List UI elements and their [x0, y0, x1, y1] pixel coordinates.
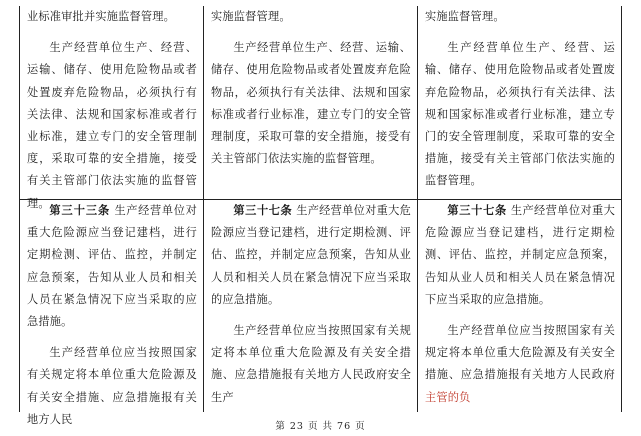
paragraph-text: 生产经营单位应当按照国家有关规定将本单位重大危险源及有关安全措施、应急措施报有关地方人民政府安全生产	[211, 324, 411, 404]
paragraph	[211, 320, 411, 409]
article-paragraph	[27, 200, 197, 333]
article-text: 生产经营单位对重大危险源应当登记建档，进行定期检测、评估、监控，并制定应急预案，告知从业人员和相关人员在紧急情况下应当采取的应急措施。	[425, 204, 615, 306]
table-cell-col2	[204, 6, 418, 199]
table-cell-col2	[204, 200, 418, 412]
continuation-text: 业标准审批并实施监督管理。	[27, 10, 176, 23]
article-text: 生产经营单位对重大危险源应当登记建档，进行定期检测、评估、监控，并制定应急预案，告知从业人员和相关人员在紧急情况下应当采取的应急措施。	[27, 204, 197, 329]
table-row	[20, 200, 621, 426]
article-number: 第三十七条	[447, 204, 507, 217]
continuation-text: 实施监督管理。	[425, 10, 505, 23]
table-cell-col1	[20, 6, 204, 210]
table-row	[20, 6, 621, 210]
paragraph: 生产经营单位生产、经营、运输、储存、使用危险物品或者处置废弃危险物品，必须执行有关法律、法规和国家标准或者行业标准，建立专门的安全管理制度，采取可靠的安全措施，接受有关主管部门依法实施的监督管理。	[425, 41, 615, 188]
article-paragraph	[425, 200, 615, 311]
article-text: 生产经营单位对重大危险源应当登记建档，进行定期检测、评估、监控，并制定应急预案，告知从业人员和相关人员在紧急情况下应当采取的应急措施。	[211, 204, 411, 306]
continuation-text: 实施监督管理。	[211, 10, 291, 23]
comparison-table	[19, 6, 622, 426]
highlight-text: 主管的负	[425, 390, 471, 404]
paragraph: 生产经营单位生产、经营、运输、储存、使用危险物品或者处置废弃危险物品，必须执行有关法律、法规和国家标准或者行业标准，建立专门的安全管理制度，采取可靠的安全措施，接受有关主管部门依法实施的监督管理。	[211, 41, 411, 166]
paragraph	[425, 320, 615, 409]
page-footer: 第 23 页 共 76 页	[275, 421, 366, 432]
table-cell-col3	[418, 6, 621, 199]
table-cell-col3	[418, 200, 621, 412]
article-number: 第三十七条	[233, 204, 293, 217]
table-cell-col1	[20, 200, 204, 426]
paragraph: 生产经营单位生产、经营、运输、储存、使用危险物品或者处置废弃危险物品，必须执行有关法律、法规和国家标准或者行业标准，建立专门的安全管理制度，采取可靠的安全措施，接受有关主管部门依法实施的监督管理。	[27, 41, 197, 210]
article-number: 第三十三条	[49, 204, 111, 217]
paragraph-text: 生产经营单位应当按照国家有关规定将本单位重大危险源及有关安全措施、应急措施报有关地方人民	[27, 346, 197, 426]
article-paragraph	[211, 200, 411, 311]
paragraph-text: 生产经营单位应当按照国家有关规定将本单位重大危险源及有关安全措施、应急措施报有关地方人民政府	[425, 324, 615, 382]
